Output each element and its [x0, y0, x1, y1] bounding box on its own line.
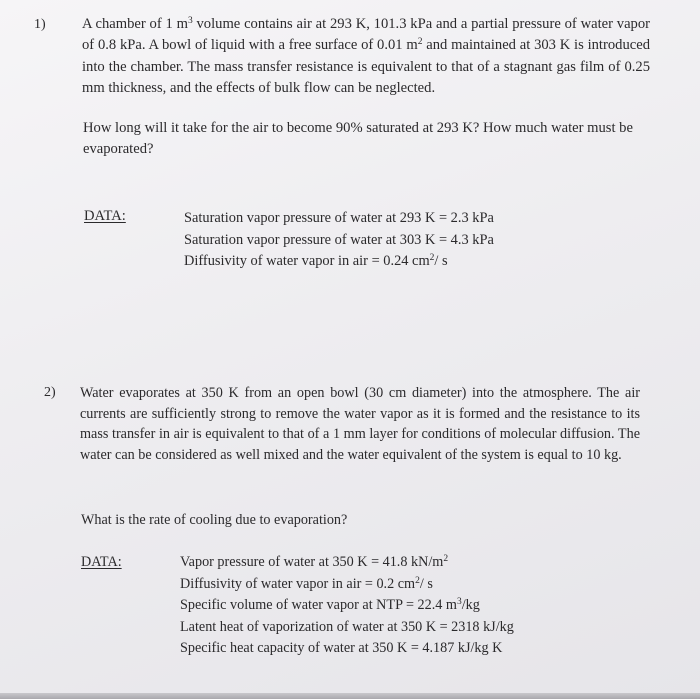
problem-2-data-label: DATA: [81, 554, 122, 570]
problem-2-question: What is the rate of cooling due to evaporation? [81, 512, 348, 528]
screen-bottom-edge [0, 693, 700, 699]
problem-2-data-list [180, 552, 514, 660]
data-line: Diffusivity of water vapor in air = 0.2 $cm^2/$ s [180, 575, 433, 592]
data-line: Diffusivity of water vapor in air = 0.24 $cm^2/$ s [184, 253, 448, 269]
data-line: Specific volume of water vapor at NTP = 22.4 $m^3/kg$ [180, 597, 480, 613]
problem-1-data-list [184, 208, 494, 273]
problem-1-question: How long will it take for the air to become 90% saturated at 293 K? How much water must be evaporated? [83, 120, 633, 158]
data-line: Vapor pressure of water at 350 K = 41.8 $kN/m^2$ [180, 554, 449, 570]
data-line: Saturation vapor pressure of water at 293 K = 2.3 kPa [184, 210, 494, 226]
problem-1-data-label: DATA: [84, 208, 126, 224]
problem-1-number: 1) [34, 17, 46, 32]
data-line: Saturation vapor pressure of water at 303 K = 4.3 kPa [184, 231, 494, 248]
problem-1-statement: A chamber of 1 $m^3$ volume contains air at 293 K, 101.3 kPa and a partial pressure of water vapor of 0.8 kPa. A bowl of liquid with a free surface of 0.01 $m^2$ and maintained at 303 K is introduced into the chamber. The mass transfer resistance is equivalent to that of a stagnant gas film of 0.25 mm thickness, and the effects of bulk flow can be neglected. [82, 16, 650, 96]
problem-2-number: 2) [44, 385, 56, 400]
data-line: Specific heat capacity of water at 350 K = 4.187 kJ/kg K [180, 640, 503, 656]
data-line: Latent heat of vaporization of water at 350 K = 2318 kJ/kg [180, 618, 514, 635]
problem-2-statement: Water evaporates at 350 K from an open bowl (30 cm diameter) into the atmosphere. The air currents are sufficiently strong to remove the water vapor as it is formed and the resistance to its mass transfer in air is equivalent to that of a 1 mm layer for conditions of molecular diffusion. The water can be considered as well mixed and the water equivalent of the system is equal to 10 kg. [80, 385, 640, 463]
